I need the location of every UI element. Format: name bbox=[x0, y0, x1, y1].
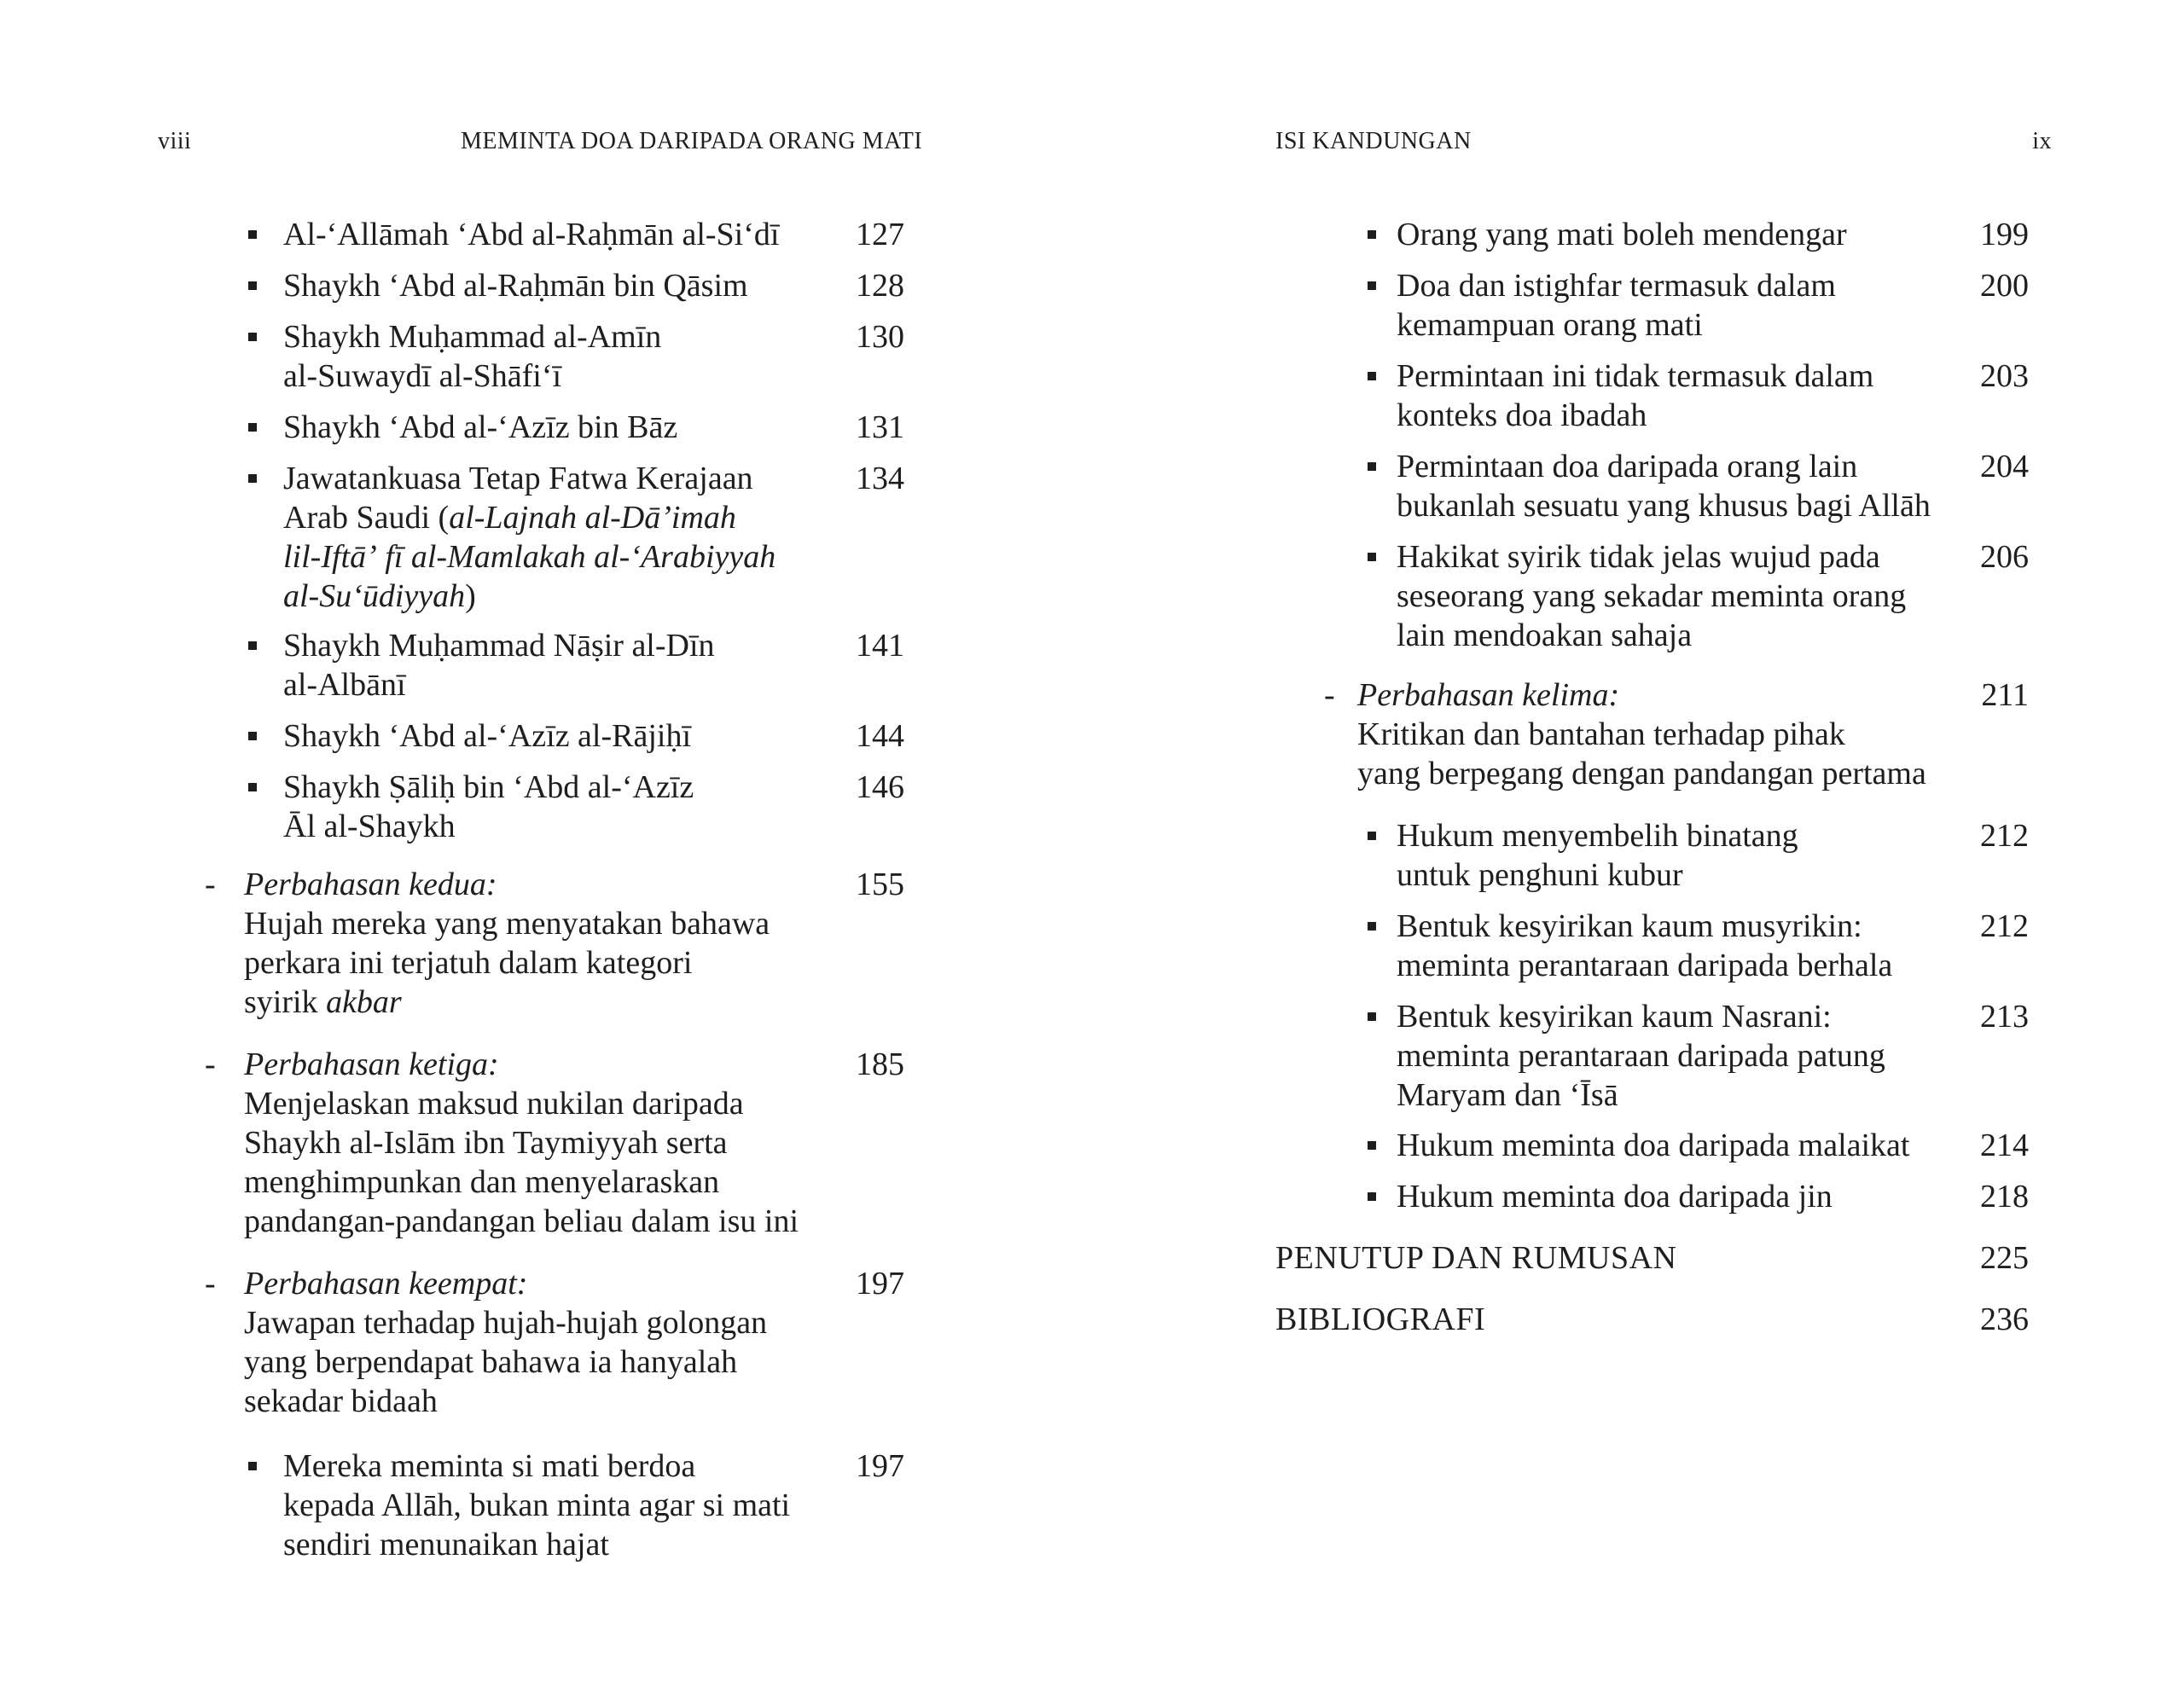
bullet-icon bbox=[1368, 553, 1376, 561]
bullet-icon bbox=[248, 641, 257, 650]
page-ref: 206 bbox=[1980, 539, 2029, 575]
page-number-left: viii bbox=[158, 128, 192, 154]
bullet-icon bbox=[248, 423, 257, 432]
toc-entry[interactable]: Bentuk kesyirikan kaum Nasrani: meminta perantaraan daripada patung Maryam dan ʻĪsā bbox=[1397, 999, 1885, 1113]
chapter-title[interactable]: PENUTUP DAN RUMUSAN bbox=[1275, 1240, 1677, 1276]
dash-marker: - bbox=[205, 1046, 216, 1082]
toc-section[interactable]: Perbahasan kedua: Hujah mereka yang menyatakan bahawa perkara ini terjatuh dalam kategori syirik akbar bbox=[244, 867, 770, 1020]
toc-section[interactable]: Perbahasan ketiga: Menjelaskan maksud nukilan daripada Shaykh al-Islām ibn Taymiyyah serta menghimpunkan dan menyelaraskan pandangan-pandangan beliau dalam isu ini bbox=[244, 1046, 799, 1239]
page-ref: 236 bbox=[1980, 1301, 2029, 1337]
bullet-icon bbox=[1368, 372, 1376, 380]
dash-marker: - bbox=[205, 867, 216, 902]
page-ref: 144 bbox=[856, 718, 904, 754]
bullet-icon bbox=[248, 732, 257, 740]
toc-entry[interactable]: Shaykh Muḥammad Nāṣir al-Dīn al-Albānī bbox=[283, 628, 715, 703]
bullet-icon bbox=[248, 783, 257, 791]
toc-entry[interactable]: Shaykh Muḥammad al-Amīn al-Suwaydī al-Shāfiʻī bbox=[283, 319, 662, 394]
page-ref: 212 bbox=[1980, 908, 2029, 944]
toc-entry[interactable]: Mereka meminta si mati berdoa kepada Allāh, bukan minta agar si mati sendiri menunaikan hajat bbox=[283, 1448, 791, 1562]
page-ref: 130 bbox=[856, 319, 904, 355]
toc-entry[interactable]: Jawatankuasa Tetap Fatwa Kerajaan Arab Saudi (al-Lajnah al-Dāʼimah lil-Iftāʼ fī al-Mamlakah al-ʻArabiyyah al-Suʻūdiyyah) bbox=[283, 461, 776, 614]
chapter-title[interactable]: BIBLIOGRAFI bbox=[1275, 1301, 1486, 1337]
page-ref: 213 bbox=[1980, 999, 2029, 1035]
bullet-icon bbox=[1368, 230, 1376, 239]
toc-entry[interactable]: Hukum menyembelih binatang untuk penghuni kubur bbox=[1397, 818, 1798, 893]
page-number-right: ix bbox=[2032, 128, 2052, 154]
bullet-icon bbox=[1368, 462, 1376, 471]
page-ref: 225 bbox=[1980, 1240, 2029, 1276]
bullet-icon bbox=[1368, 1012, 1376, 1021]
page-ref: 197 bbox=[856, 1266, 904, 1301]
toc-entry[interactable]: Hukum meminta doa daripada malaikat bbox=[1397, 1128, 1910, 1163]
toc-section[interactable]: Perbahasan keempat: Jawapan terhadap hujah-hujah golongan yang berpendapat bahawa ia hanyalah sekadar bidaah bbox=[244, 1266, 768, 1419]
page-ref: 212 bbox=[1980, 818, 2029, 854]
bullet-icon bbox=[1368, 922, 1376, 930]
toc-entry[interactable]: Doa dan istighfar termasuk dalam kemampuan orang mati bbox=[1397, 268, 1836, 343]
page-ref: 128 bbox=[856, 268, 904, 304]
bullet-icon bbox=[1368, 1141, 1376, 1150]
right-page bbox=[1092, 0, 2184, 1687]
page-ref: 197 bbox=[856, 1448, 904, 1484]
page-ref: 155 bbox=[856, 867, 904, 902]
toc-entry[interactable]: Al-ʻAllāmah ʻAbd al-Raḥmān al-Siʻdī bbox=[283, 217, 780, 252]
page-ref: 211 bbox=[1981, 677, 2029, 713]
toc-entry[interactable]: Hakikat syirik tidak jelas wujud pada seseorang yang sekadar meminta orang lain mendoakan sahaja bbox=[1397, 539, 1907, 653]
bullet-icon bbox=[248, 281, 257, 290]
toc-entry[interactable]: Shaykh ʻAbd al-Raḥmān bin Qāsim bbox=[283, 268, 748, 304]
toc-entry[interactable]: Shaykh ʻAbd al-ʻAzīz bin Bāz bbox=[283, 409, 678, 445]
running-title-right: ISI KANDUNGAN bbox=[1275, 128, 1472, 154]
toc-entry[interactable]: Shaykh ʻAbd al-ʻAzīz al-Rājiḥī bbox=[283, 718, 692, 754]
page-ref: 146 bbox=[856, 769, 904, 805]
running-title-left: MEMINTA DOA DARIPADA ORANG MATI bbox=[461, 128, 923, 154]
page-ref: 214 bbox=[1980, 1128, 2029, 1163]
toc-entry[interactable]: Permintaan ini tidak termasuk dalam konteks doa ibadah bbox=[1397, 358, 1874, 433]
toc-entry[interactable]: Shaykh Ṣāliḥ bin ʻAbd al-ʻAzīz Āl al-Shaykh bbox=[283, 769, 694, 844]
toc-entry[interactable]: Orang yang mati boleh mendengar bbox=[1397, 217, 1847, 252]
toc-entry[interactable]: Hukum meminta doa daripada jin bbox=[1397, 1179, 1833, 1215]
page-ref: 141 bbox=[856, 628, 904, 664]
page-ref: 218 bbox=[1980, 1179, 2029, 1215]
bullet-icon bbox=[248, 1462, 257, 1470]
toc-entry[interactable]: Bentuk kesyirikan kaum musyrikin: meminta perantaraan daripada berhala bbox=[1397, 908, 1893, 983]
page-ref: 204 bbox=[1980, 449, 2029, 484]
page-ref: 203 bbox=[1980, 358, 2029, 394]
bullet-icon bbox=[248, 474, 257, 483]
bullet-icon bbox=[1368, 832, 1376, 840]
toc-section[interactable]: Perbahasan kelima: Kritikan dan bantahan terhadap pihak yang berpegang dengan pandangan pertama bbox=[1357, 677, 1926, 791]
dash-marker: - bbox=[205, 1266, 216, 1301]
bullet-icon bbox=[248, 333, 257, 341]
page-ref: 131 bbox=[856, 409, 904, 445]
page-ref: 199 bbox=[1980, 217, 2029, 252]
page-ref: 185 bbox=[856, 1046, 904, 1082]
page-ref: 200 bbox=[1980, 268, 2029, 304]
page-ref: 134 bbox=[856, 461, 904, 496]
bullet-icon bbox=[1368, 1192, 1376, 1201]
bullet-icon bbox=[248, 230, 257, 239]
toc-entry[interactable]: Permintaan doa daripada orang lain bukanlah sesuatu yang khusus bagi Allāh bbox=[1397, 449, 1931, 524]
page-ref: 127 bbox=[856, 217, 904, 252]
bullet-icon bbox=[1368, 281, 1376, 290]
dash-marker: - bbox=[1324, 677, 1335, 713]
